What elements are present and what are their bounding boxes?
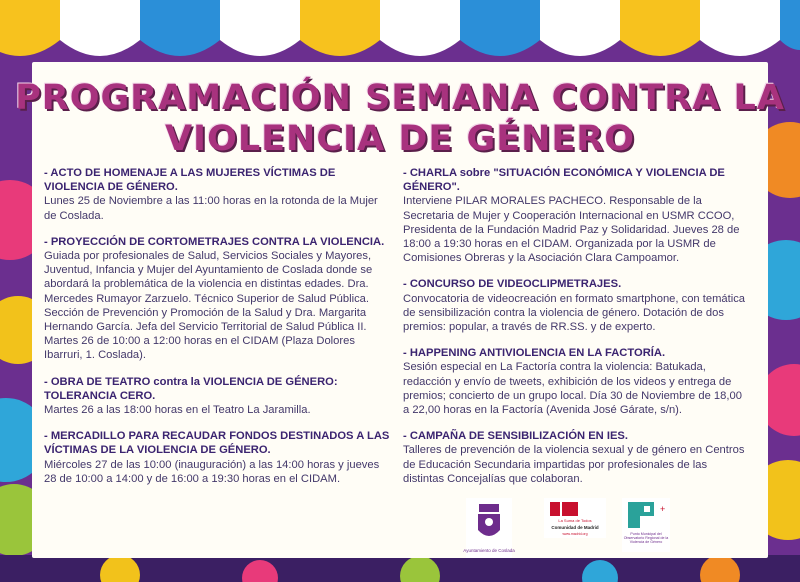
event-description: Talleres de prevención de la violencia sexual y de género en Centros de Educación Secundaria impartidas por profesionales de las distintas Concejalías que colaboran. [403, 444, 745, 485]
comunidad-madrid-logo [544, 498, 606, 538]
madrid-name: Comunidad de Madrid [551, 525, 599, 530]
event-heading: - MERCADILLO PARA RECAUDAR FONDOS DESTINADOS A LAS VÍCTIMAS DE LA VIOLENCIA DE GÉNERO. [44, 430, 390, 457]
event-item [403, 429, 751, 486]
event-item [403, 346, 751, 417]
event-heading: - HAPPENING ANTIVIOLENCIA EN LA FACTORÍA. [403, 347, 666, 360]
punto-label: Punto Municipal del Observatorio Regional de la Violencia de Género [623, 532, 669, 545]
left-column [44, 166, 390, 498]
madrid-slogan: La Suma de Todos [558, 518, 592, 523]
event-description: Sesión especial en La Factoría contra la violencia: Batukada, redacción y envío de tweets, exhibición de los videos y entrega de premios; concierto de un grupo local. Día 30 de Noviembre de 18,00 a 22,00 horas en la Factoría (Avenida José Gárate, s/n). [403, 361, 742, 417]
event-description: Miércoles 27 de las 10:00 (inauguración) a las 14:00 horas y jueves 28 de 10:00 a 14:00 y de 16:00 a 19:30 horas en el CIDAM. [44, 458, 380, 485]
right-column [403, 166, 751, 498]
page-title [0, 78, 800, 160]
event-description: Guiada por profesionales de Salud, Servicios Sociales y Mayores, Juventud, Infancia y Mujer del Ayuntamiento de Coslada donde se abordará la problemática de la violencia en distintas edades. Dra. Mercedes Rumayor Zarzuelo. Técnico Superior de Salud Pública. Sección de Prevención y Promoción de la Salud y Dra. Margarita Hernando García. Jefa del Servicio Territorial de Salud Pública II. Martes 26 de 10:00 a 12:00 horas en el CIDAM (Plaza Dolores Ibarruri, 1. Coslada). [44, 250, 373, 362]
event-item [403, 166, 751, 265]
event-description: Martes 26 a las 18:00 horas en el Teatro La Jaramilla. [44, 404, 311, 417]
svg-text:+: + [660, 504, 666, 514]
event-heading: - ACTO DE HOMENAJE A LAS MUJERES VÍCTIMAS DE VIOLENCIA DE GÉNERO. [44, 167, 336, 194]
event-item [44, 429, 390, 486]
event-item [403, 277, 751, 334]
event-item [44, 166, 390, 223]
event-heading: - OBRA DE TEATRO contra la VIOLENCIA DE GÉNERO: TOLERANCIA CERO. [44, 375, 338, 402]
event-description: Lunes 25 de Noviembre a las 11:00 horas en la rotonda de la Mujer de Coslada. [44, 195, 378, 222]
title-line-2: VIOLENCIA DE GÉNERO [164, 119, 636, 159]
coslada-label: Ayuntamiento de Coslada [463, 548, 515, 553]
madrid-url: www.madrid.org [562, 532, 588, 536]
event-description: Interviene PILAR MORALES PACHECO. Responsable de la Secretaria de Mujer y Cooperación Internacional en USMR CCOO, Presidenta de la Fundación Madrid Paz y Solidaridad. Jueves 28 de 18:00 a 19:30 horas en el CIDAM. Organizada por la USMR de Comisiones Obreras y la Asociación Clara Campoamor. [403, 195, 740, 265]
sponsor-logos [463, 498, 716, 560]
punto-violencia-logo [622, 498, 670, 552]
title-line-1: PROGRAMACIÓN SEMANA CONTRA LA [15, 78, 785, 118]
event-heading: - CONCURSO DE VIDEOCLIPMETRAJES. [403, 278, 622, 291]
awning-decoration [0, 0, 800, 70]
coslada-logo [463, 498, 515, 558]
event-item [44, 375, 390, 418]
event-heading: - PROYECCIÓN DE CORTOMETRAJES CONTRA LA VIOLENCIA. [44, 235, 385, 248]
event-heading: - CHARLA sobre "SITUACIÓN ECONÓMICA Y VIOLENCIA DE GÉNERO". [403, 167, 725, 194]
event-item [44, 235, 390, 363]
event-description: Convocatoria de videocreación en formato smartphone, con temática de sensibilización contra la violencia de género. Dotación de dos premios: popular, a través de RR.SS. y de experto. [403, 292, 746, 334]
event-heading: - CAMPAÑA DE SENSIBILIZACIÓN EN IES. [403, 430, 629, 443]
